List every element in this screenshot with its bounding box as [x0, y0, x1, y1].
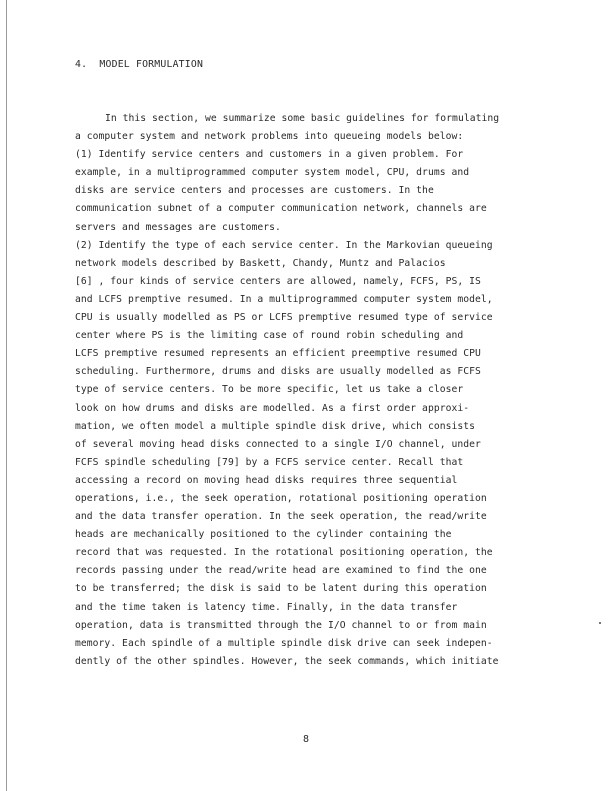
text-line: In this section, we summarize some basic guidelines for formulating: [105, 113, 500, 124]
text-line: mation, we often model a multiple spindle disk drive, which consists: [75, 420, 476, 432]
page-number: 8: [302, 734, 310, 745]
text-line: example, in a multiprogrammed computer system model, CPU, drums and: [75, 167, 470, 179]
text-line: accessing a record on moving head disks requires three sequential: [75, 474, 458, 486]
text-line: FCFS spindle scheduling [79] by a FCFS service center. Recall that: [75, 456, 464, 468]
text-line: and the data transfer operation. In the seek operation, the read/write: [75, 511, 487, 523]
text-line: and the time taken is latency time. Finally, in the data transfer: [75, 601, 458, 613]
scan-edge-line: [6, 0, 7, 791]
text-line: look on how drums and disks are modelled. As a first order approxi-: [75, 402, 470, 414]
text-line: type of service centers. To be more specific, let us take a closer: [75, 384, 464, 396]
text-line: dently of the other spindles. However, the seek commands, which initiate: [75, 655, 499, 667]
text-line: disks are service centers and processes are customers. In the: [75, 185, 434, 197]
text-line: servers and messages are customers.: [75, 221, 281, 233]
text-line: records passing under the read/write head are examined to find the one: [75, 565, 487, 577]
text-line: heads are mechanically positioned to the cylinder containing the: [75, 529, 452, 541]
text-line: a computer system and network problems into queueing models below:: [75, 131, 464, 143]
text-line: communication subnet of a computer communication network, channels are: [75, 203, 487, 215]
text-line: scheduling. Furthermore, drums and disks are usually modelled as FCFS: [75, 366, 481, 378]
text-line: LCFS premptive resumed represents an efficient preemptive resumed CPU: [75, 348, 481, 360]
text-line: and LCFS premptive resumed. In a multiprogrammed computer system model,: [75, 293, 493, 305]
text-line: memory. Each spindle of a multiple spindle disk drive can seek indepen-: [75, 637, 493, 649]
text-line: center where PS is the limiting case of round robin scheduling and: [75, 330, 464, 342]
text-line: record that was requested. In the rotational positioning operation, the: [75, 547, 493, 559]
text-line: of several moving head disks connected to a single I/O channel, under: [75, 438, 481, 450]
text-line: operation, data is transmitted through the I/O channel to or from main: [75, 619, 487, 631]
section-heading: 4. MODEL FORMULATION: [75, 59, 204, 70]
text-line: operations, i.e., the seek operation, rotational positioning operation: [75, 492, 487, 504]
text-line: CPU is usually modelled as PS or LCFS premptive resumed type of service: [75, 312, 493, 324]
text-line: (1) Identify service centers and customers in a given problem. For: [75, 149, 464, 161]
text-line: [6] , four kinds of service centers are allowed, namely, FCFS, PS, IS: [75, 275, 481, 287]
scan-speck: [599, 622, 601, 624]
body-text: [75, 110, 545, 671]
text-line: network models described by Baskett, Chandy, Muntz and Palacios: [75, 257, 446, 269]
text-line: to be transferred; the disk is said to be latent during this operation: [75, 583, 487, 595]
text-line: (2) Identify the type of each service center. In the Markovian queueing: [75, 239, 493, 251]
